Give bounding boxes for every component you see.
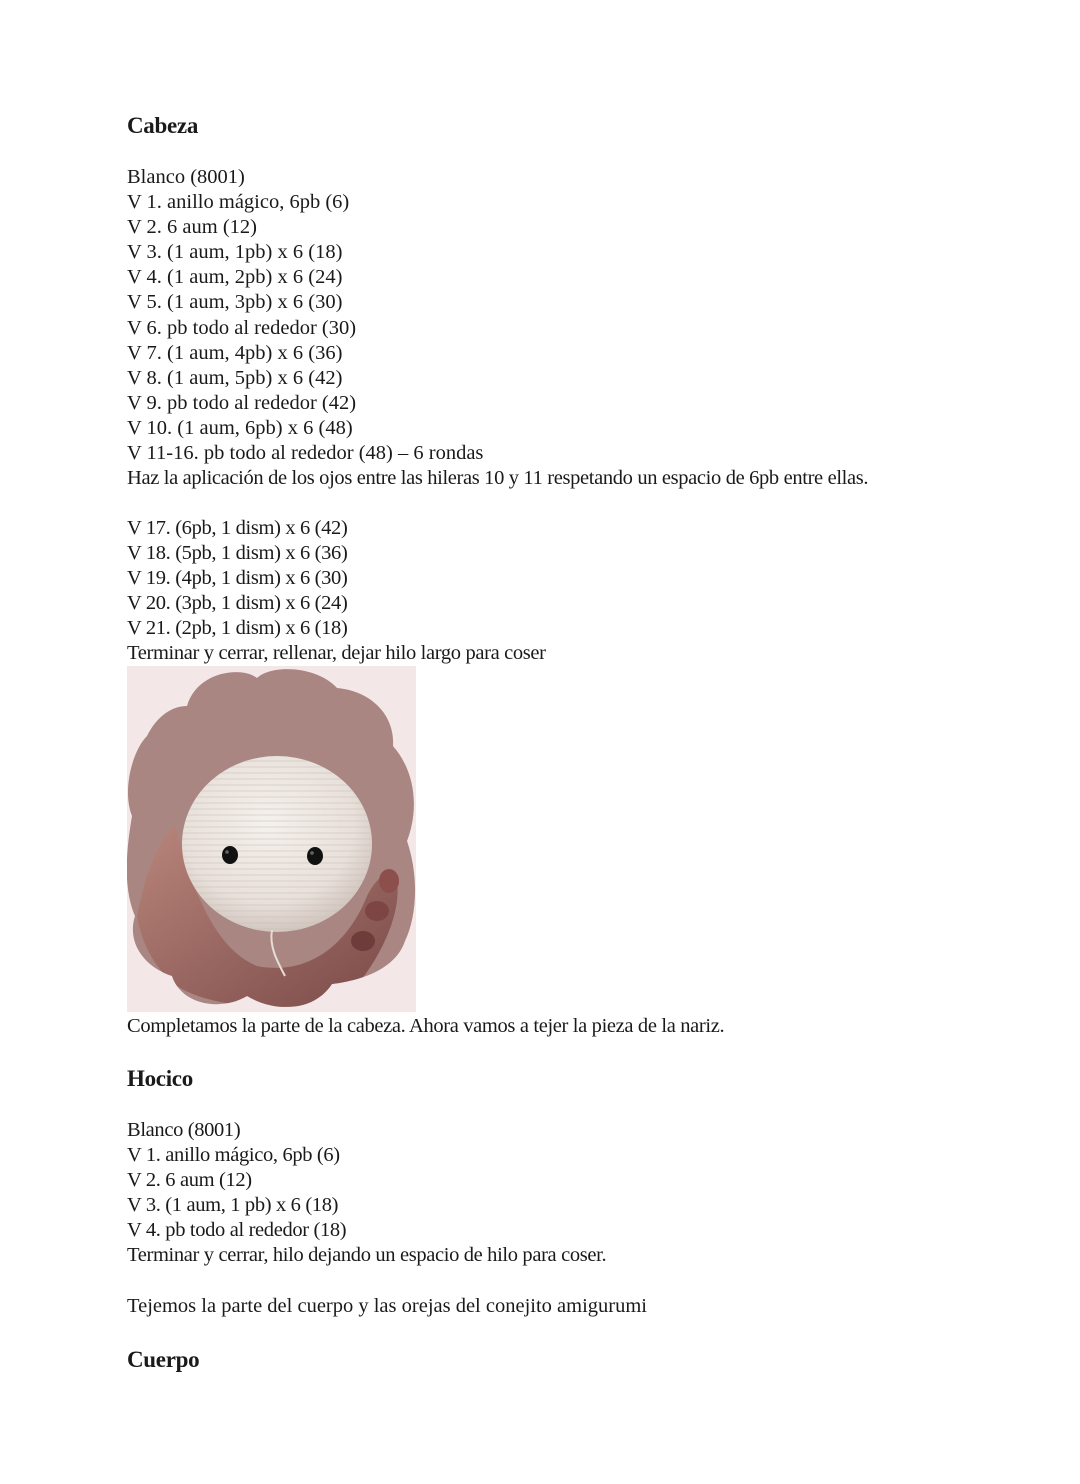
round-line: V 17. (6pb, 1 dism) x 6 (42) — [127, 517, 348, 539]
round-line: V 10. (1 aum, 6pb) x 6 (48) — [127, 416, 353, 439]
section-title-cuerpo: Cuerpo — [127, 1347, 200, 1372]
head-photo — [127, 666, 416, 1012]
round-line: V 2. 6 aum (12) — [127, 216, 258, 239]
transition-text: Tejemos la parte del cuerpo y las orejas del conejito amigurumi — [127, 1295, 647, 1317]
round-line: V 2. 6 aum (12) — [127, 1169, 252, 1192]
yarn-color: Blanco (8001) — [127, 166, 245, 188]
section-title-cabeza: Cabeza — [127, 113, 199, 138]
hocico-instructions — [127, 1118, 606, 1269]
head-caption: Completamos la parte de la cabeza. Ahora vamos a tejer la pieza de la nariz. — [127, 1015, 725, 1037]
round-line: V 6. pb todo al rededor (30) — [127, 316, 357, 339]
round-line: V 5. (1 aum, 3pb) x 6 (30) — [127, 291, 343, 314]
round-line: V 3. (1 aum, 1 pb) x 6 (18) — [127, 1194, 339, 1217]
round-line: V 1. anillo mágico, 6pb (6) — [127, 1144, 340, 1167]
round-line: V 18. (5pb, 1 dism) x 6 (36) — [127, 542, 348, 565]
round-line: V 9. pb todo al rededor (42) — [127, 391, 357, 414]
round-line: V 20. (3pb, 1 dism) x 6 (24) — [127, 592, 348, 615]
right-eye — [307, 847, 323, 865]
section-title-hocico: Hocico — [127, 1066, 193, 1091]
round-line: V 11-16. pb todo al rededor (48) – 6 rondas — [127, 442, 484, 465]
round-line: V 3. (1 aum, 1pb) x 6 (18) — [127, 241, 343, 264]
left-eye — [222, 846, 238, 864]
cabeza-instructions — [127, 165, 483, 466]
amigurumi-head-image — [127, 666, 416, 1012]
round-line: V 8. (1 aum, 5pb) x 6 (42) — [127, 366, 343, 389]
round-line: V 1. anillo mágico, 6pb (6) — [127, 191, 350, 214]
cabeza-decrease-rounds — [127, 516, 546, 667]
round-line: V 4. pb todo al rededor (18) — [127, 1219, 347, 1242]
finish-instruction: Terminar y cerrar, hilo dejando un espacio de hilo para coser. — [127, 1244, 607, 1267]
eyes-placement-note: Haz la aplicación de los ojos entre las hileras 10 y 11 respetando un espacio de 6pb entre ellas. — [127, 467, 869, 489]
round-line: V 19. (4pb, 1 dism) x 6 (30) — [127, 567, 348, 590]
round-line: V 7. (1 aum, 4pb) x 6 (36) — [127, 341, 343, 364]
yarn-color: Blanco (8001) — [127, 1119, 241, 1141]
finish-instruction: Terminar y cerrar, rellenar, dejar hilo largo para coser — [127, 642, 546, 665]
round-line: V 21. (2pb, 1 dism) x 6 (18) — [127, 617, 348, 640]
round-line: V 4. (1 aum, 2pb) x 6 (24) — [127, 266, 343, 289]
